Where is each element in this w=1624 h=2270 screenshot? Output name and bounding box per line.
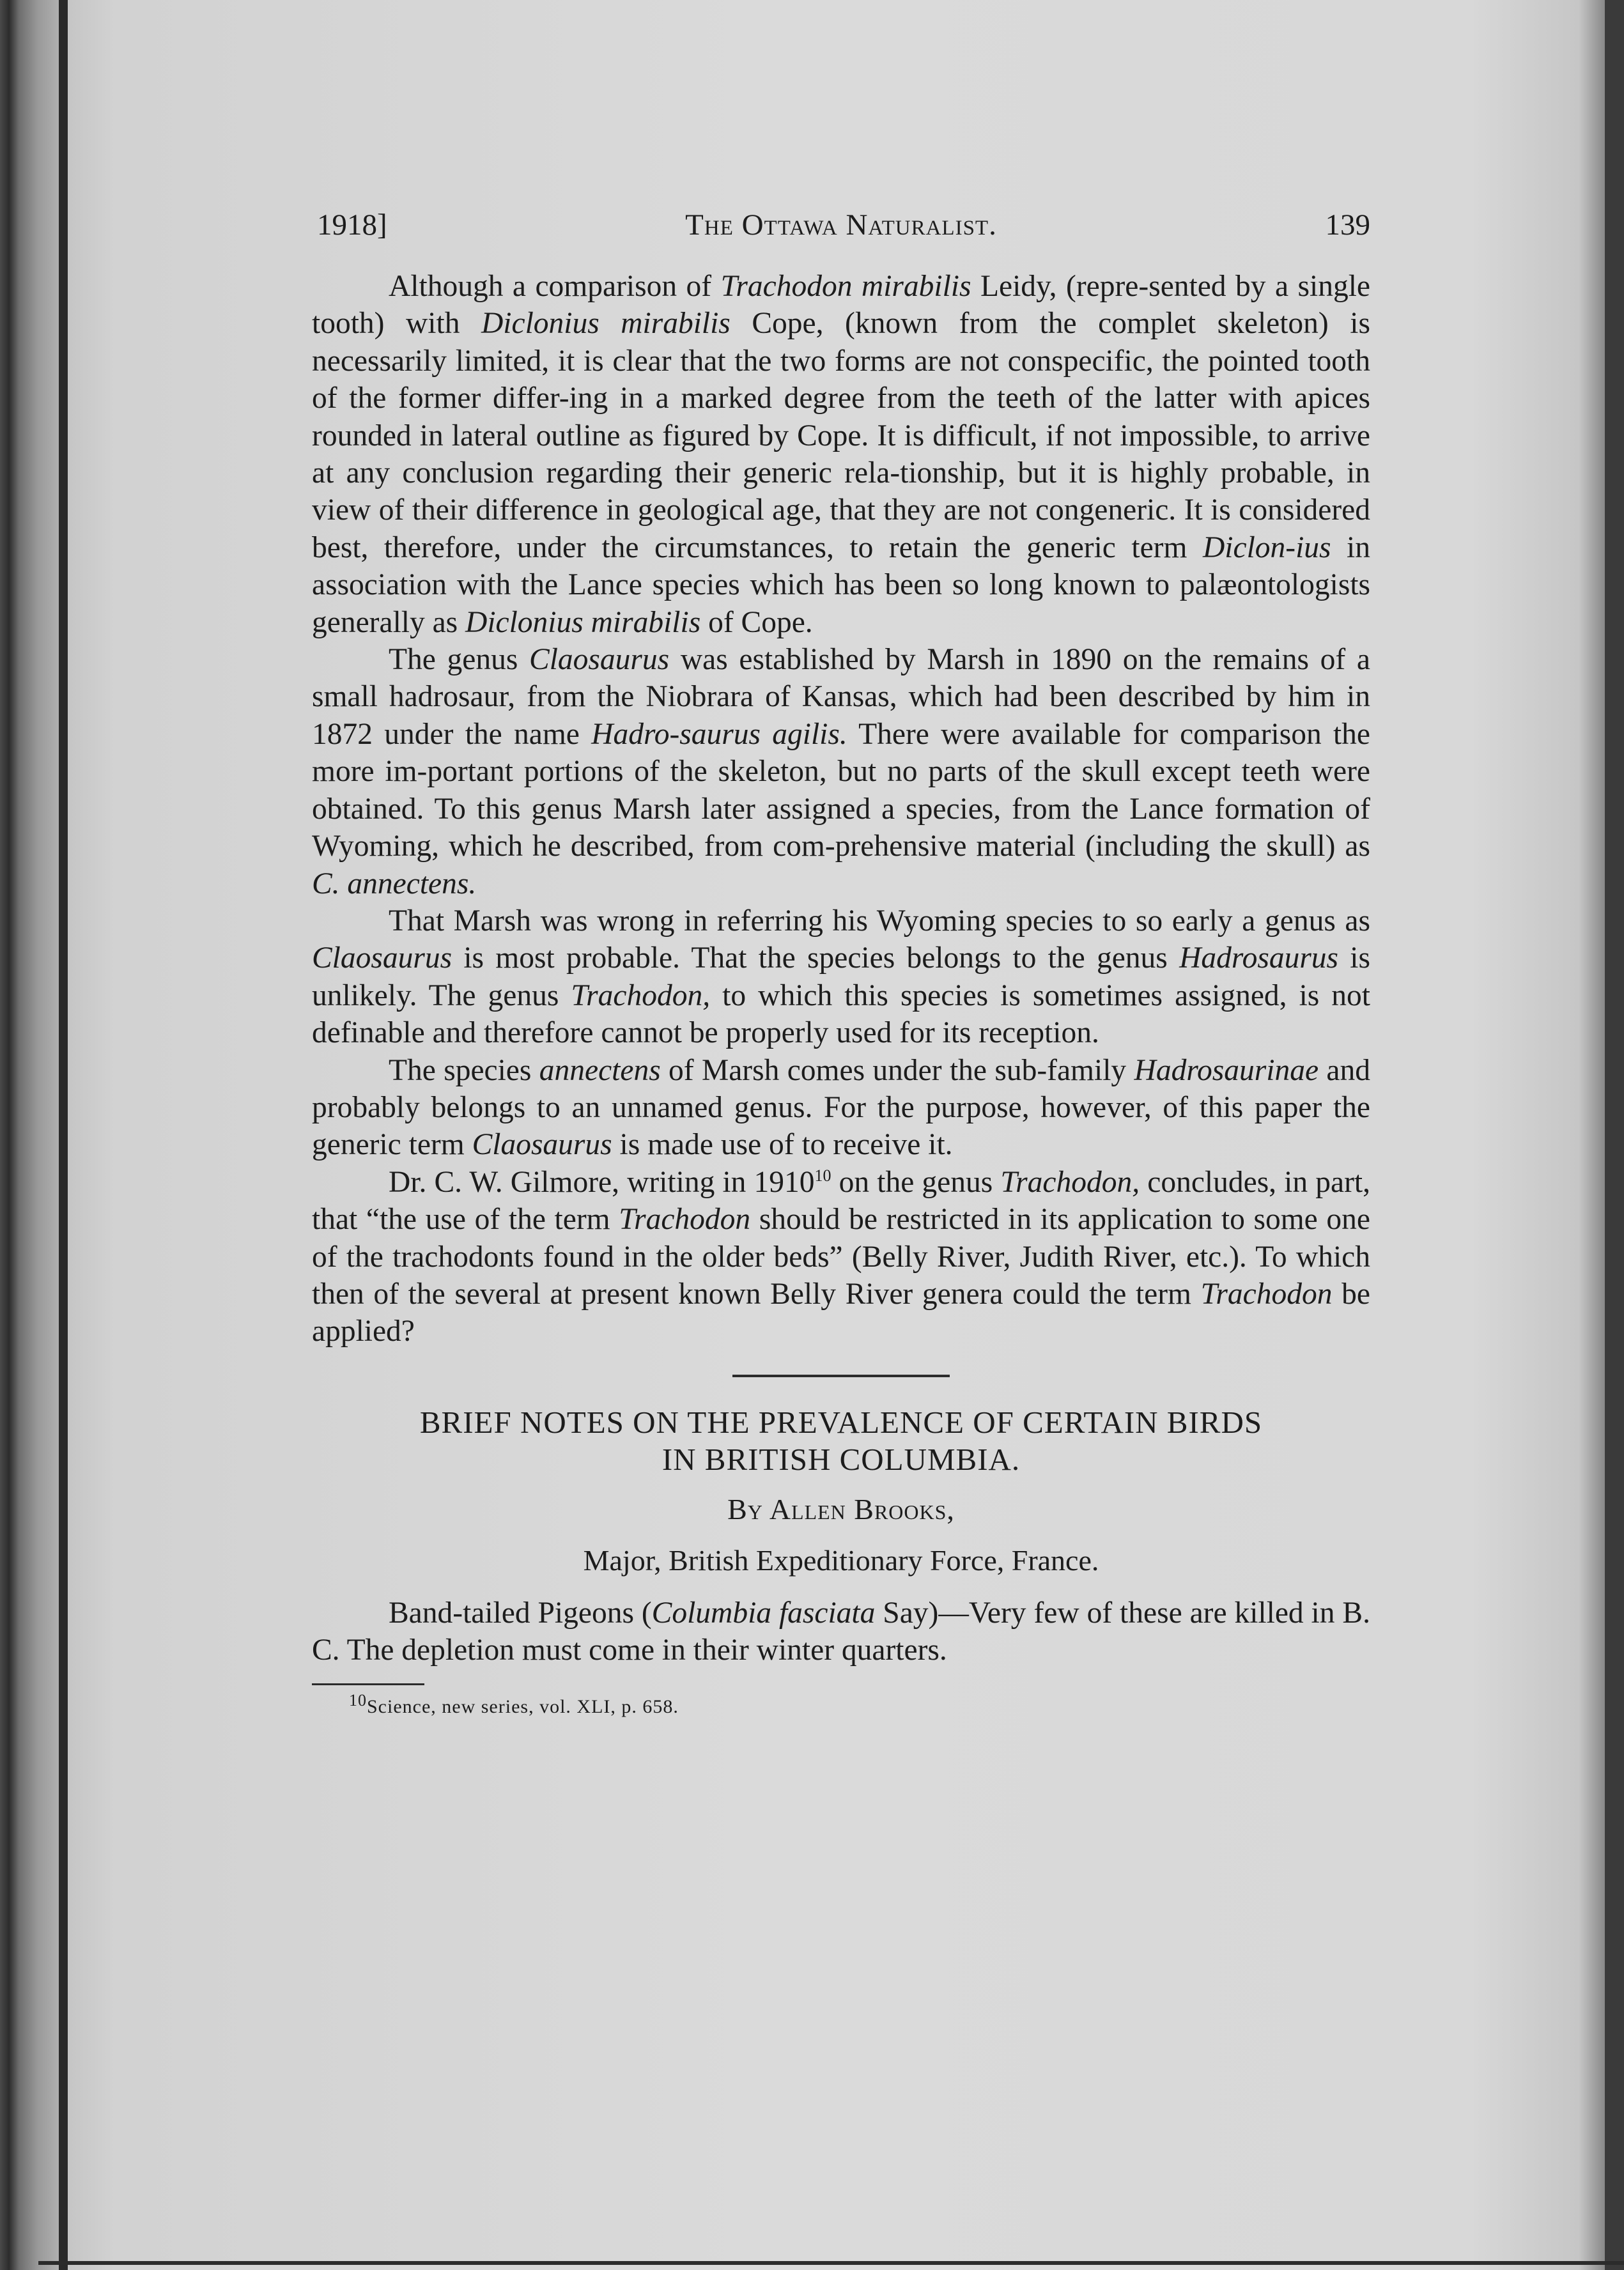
book-binding-shadow [0, 0, 64, 2270]
text-run: concludes, in part, that “the use of the term [312, 1165, 1370, 1237]
footnote-rule [312, 1683, 424, 1685]
footnote-reference: 10 [814, 1166, 831, 1185]
italic-taxon-name: Claosaurus [312, 941, 452, 975]
text-run: Dr. C. W. Gilmore, writing in 1910 [389, 1165, 815, 1199]
text-run: to which this species is sometimes assigned, is not definable and therefore cannot be properly used for its reception. [312, 978, 1370, 1050]
text-run: should be restricted in its application to some one of the trachodonts found in the older beds” (Belly River, Judith River, etc.). To which then of the several at present known Belly River genera could the term [312, 1203, 1370, 1311]
body-paragraph [312, 1052, 1370, 1164]
italic-taxon-name: Diclon-ius [1202, 530, 1331, 564]
text-run: is most probable. That the species belongs to the genus [452, 941, 1180, 975]
article-title-line-1: BRIEF NOTES ON THE PREVALENCE OF CERTAIN BIRDS [419, 1404, 1263, 1440]
text-run: and probably belongs to an unnamed genus. For the purpose, however, of this paper the generic term [312, 1053, 1370, 1162]
running-head-year: 1918] [317, 208, 387, 242]
author-affiliation: Major, British Expeditionary Force, France. [583, 1543, 1099, 1577]
text-run: That Marsh was wrong in referring his Wyoming species to so early a genus as [389, 904, 1370, 938]
italic-taxon-name: Hadro-saurus agilis. [591, 717, 847, 751]
text-run: be applied? [312, 1277, 1370, 1348]
italic-taxon-name: Diclonius mirabilis [481, 307, 731, 341]
body-paragraph [312, 1164, 1370, 1350]
journal-title: The Ottawa Naturalist. [685, 208, 997, 242]
italic-taxon-name: Diclonius mirabilis [465, 605, 701, 639]
italic-taxon-name: Hadrosaurinae [1134, 1053, 1319, 1087]
italic-taxon-name: Trachodon [1200, 1277, 1333, 1311]
footnote [349, 1690, 1370, 1720]
author-byline: By Allen Brooks, [727, 1492, 955, 1525]
text-run: in association with the Lance species which has been so long known to palæontologists generally as [312, 530, 1370, 639]
italic-taxon-name: C. annectens. [312, 867, 477, 900]
text-run: There were available for comparison the more im-portant portions of the skeleton, but no parts of the skull except teeth were obtained. To this genus Marsh later assigned a species, from the Lance formation of Wyoming, which he described, from com-prehensive material (including the skull) as [312, 717, 1371, 863]
text-run: is made use of to receive it. [612, 1128, 953, 1162]
italic-taxon-name: Trachodon mirabilis [720, 270, 971, 303]
printed-page [312, 201, 1370, 1720]
text-run: Although a comparison of [389, 270, 721, 303]
footnote-marker: 10 [349, 1690, 367, 1710]
italic-taxon-name: Trachodon [619, 1203, 751, 1237]
section-separator-rule [732, 1375, 950, 1377]
running-head [312, 201, 1370, 252]
italic-taxon-name: Columbia fasciata [651, 1596, 876, 1630]
body-paragraph [312, 902, 1370, 1052]
text-run: was established by Marsh in 1890 on the remains of a small hadrosaur, from the Niobrara of Kansas, which had been described by him in 1872 under the name [312, 643, 1370, 751]
text-run: Say)—Very few of these are killed in B. C. The depletion must come in their winter quarters. [312, 1596, 1370, 1667]
italic-taxon-name: Trachodon, [571, 978, 711, 1012]
text-run: Leidy, (repre-sented by a single tooth) with [312, 270, 1371, 341]
binding-edge-line [59, 0, 68, 2270]
text-run: Band-tailed Pigeons ( [389, 1596, 652, 1630]
text-run: The species [389, 1053, 539, 1087]
text-run: of Cope. [700, 605, 813, 639]
article-continuation-text [312, 268, 1370, 1350]
page-right-edge [1605, 0, 1624, 2270]
scan-bottom-edge [38, 2261, 1624, 2265]
text-run: is unlikely. The genus [312, 941, 1370, 1012]
text-run: of Marsh comes under the sub-family [660, 1053, 1134, 1087]
body-paragraph [312, 268, 1370, 641]
italic-taxon-name: Hadrosaurus [1179, 941, 1339, 975]
body-paragraph [312, 641, 1370, 902]
text-run: on the genus [831, 1165, 1001, 1199]
italic-taxon-name: Claosaurus [472, 1128, 612, 1162]
italic-taxon-name: Trachodon, [1000, 1165, 1140, 1199]
article-title-line-2: IN BRITISH COLUMBIA. [661, 1441, 1021, 1477]
text-run: The genus [389, 643, 530, 677]
article-title [312, 1404, 1370, 1478]
footnote-text: Science, new series, vol. XLI, p. 658. [367, 1695, 679, 1717]
article-body [312, 1594, 1370, 1669]
italic-taxon-name: annectens [539, 1053, 661, 1087]
article-paragraph [312, 1594, 1370, 1669]
text-run: Cope, (known from the complet skeleton) is necessarily limited, it is clear that the two forms are not conspecific, the pointed tooth of the former differ-ing in a marked degree from the teeth of the latter with apices rounded in lateral outline as figured by Cope. It is difficult, if not impossible, to arrive at any conclusion regarding their generic rela-tionship, but it is highly probable, in view of their difference in geological age, that they are not congeneric. It is considered best, therefore, under the circumstances, to retain the generic term [312, 307, 1370, 564]
page-number: 139 [1325, 208, 1370, 242]
italic-taxon-name: Claosaurus [529, 643, 670, 677]
